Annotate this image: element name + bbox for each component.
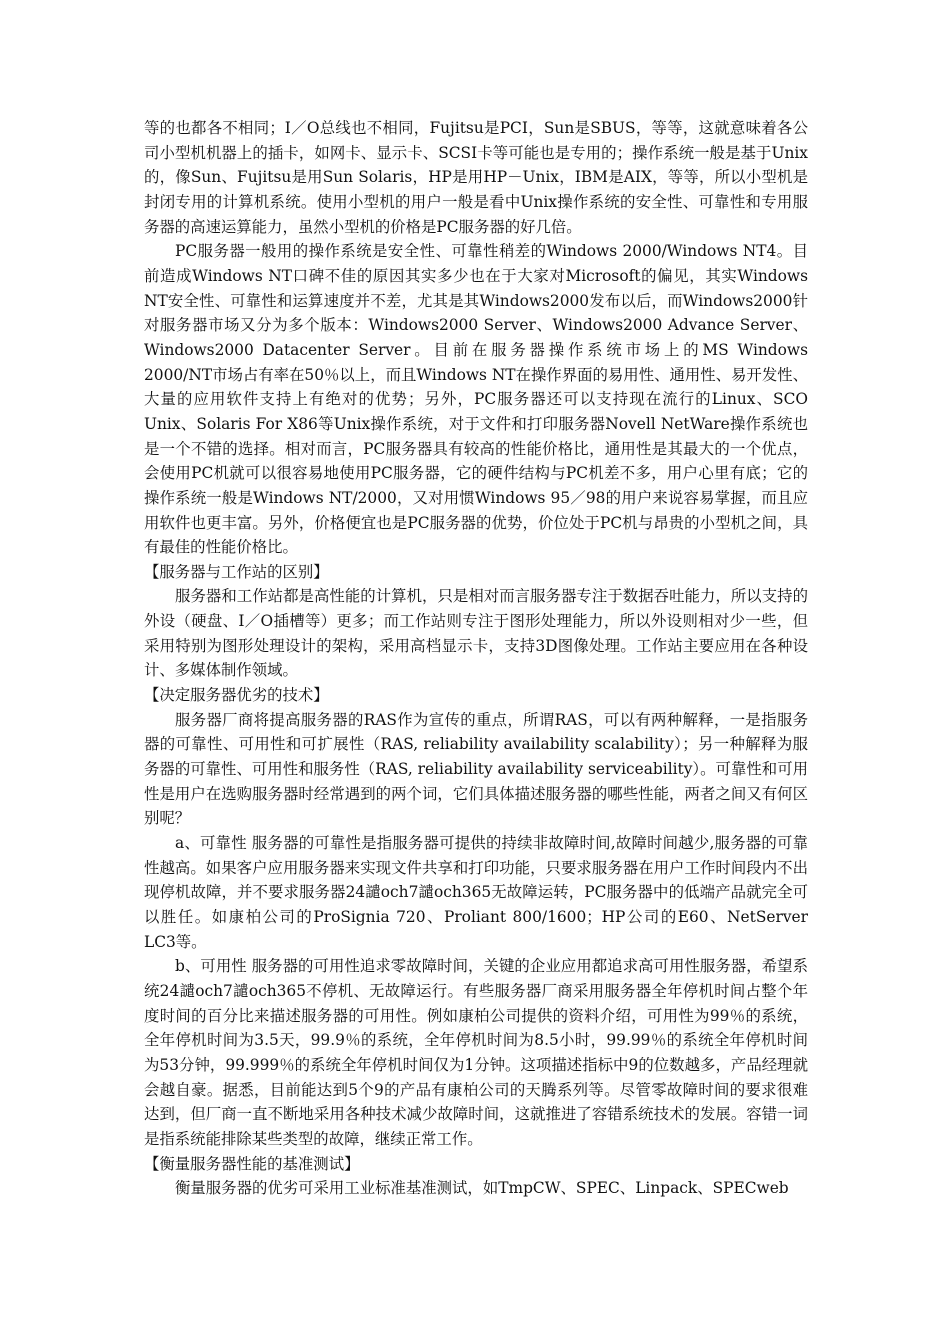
paragraph-availability: b、可用性 服务器的可用性追求零故障时间，关键的企业应用都追求高可用性服务器，希望系统24譴och7譴och365不停机、无故障运行。有些服务器厂商采用服务器全年停机时间占整个年度时间的百分比来描述服务器的可用性。例如康柏公司提供的资料介绍，可用性为99％的系统，全年停机时间为3.5天，99.9％的系统，全年停机时间为8.5小时，99.99％的系统全年停机时间为53分钟，99.999％的系统全年停机时间仅为1分钟。这项描述指标中9的位数越多，产品经理就会越自豪。据悉，目前能达到5个9的产品有康柏公司的天腾系列等。尽管零故障时间的要求很难达到，但厂商一直不断地采用各种技术减少故障时间，这就推进了容错系统技术的发展。容错一词是指系统能排除某些类型的故障，继续正常工作。 — [144, 957, 808, 1148]
document-page — [144, 116, 808, 1201]
section-heading-benchmark: 【衡量服务器性能的基准测试】 — [144, 1154, 360, 1173]
paragraph-server-vs-workstation: 服务器和工作站都是高性能的计算机，只是相对而言服务器专注于数据吞吐能力，所以支持的外设（硬盘、I／O插槽等）更多；而工作站则专注于图形处理能力，所以外设则相对少一些，但采用特别为图形处理设计的架构，采用高档显示卡，支持3D图像处理。工作站主要应用在各种设计、多媒体制作领域。 — [144, 587, 808, 680]
section-heading-server-quality-tech: 【决定服务器优劣的技术】 — [144, 686, 329, 705]
paragraph-pc-server-os: PC服务器一般用的操作系统是安全性、可靠性稍差的Windows 2000/Windows NT4。目前造成Windows NT口碑不佳的原因其实多少也在于大家对Microsoft的偏见，其实Windows NT安全性、可靠性和运算速度并不差，尤其是其Windows2000发布以后，而Windows2000针对服务器市场又分为多个版本：Windows2000 Server、Windows2000 Advance Server、Windows2000 Datacenter Server。目前在服务器操作系统市场上的MS Windows 2000/NT市场占有率在50％以上，而且Windows NT在操作界面的易用性、通用性、易开发性、大量的应用软件支持上有绝对的优势；另外，PC服务器还可以支持现在流行的Linux、SCO Unix、Solaris For X86等Unix操作系统，对于文件和打印服务器Novell NetWare操作系统也是一个不错的选择。相对而言，PC服务器具有较高的性能价格比，通用性是其最大的一个优点，会使用PC机就可以很容易地使用PC服务器，它的硬件结构与PC机差不多，用户心里有底；它的操作系统一般是Windows NT/2000，又对用惯Windows 95／98的用户来说容易掌握，而且应用软件也更丰富。另外，价格便宜也是PC服务器的优势，价位处于PC机与昂贵的小型机之间，具有最佳的性能价格比。 — [144, 242, 808, 557]
paragraph-ras-definition: 服务器厂商将提高服务器的RAS作为宣传的重点，所谓RAS，可以有两种解释，一是指服务器的可靠性、可用性和可扩展性（RAS, reliability availability scalability）；另一种解释为服务器的可靠性、可用性和服务性（RAS, reliability availability serviceability）。可靠性和可用性是用户在选购服务器时经常遇到的两个词，它们具体描述服务器的哪些性能，两者之间又有何区别呢？ — [144, 710, 808, 828]
paragraph-minicomputer-intro: 等的也都各不相同；I／O总线也不相同，Fujitsu是PCI，Sun是SBUS，等等，这就意味着各公司小型机机器上的插卡，如网卡、显示卡、SCSI卡等可能也是专用的；操作系统一般是基于Unix的，像Sun、Fujitsu是用Sun Solaris，HP是用HP－Unix，IBM是AIX，等等，所以小型机是封闭专用的计算机系统。使用小型机的用户一般是看中Unix操作系统的安全性、可靠性和专用服务器的高速运算能力，虽然小型机的价格是PC服务器的好几倍。 — [144, 119, 808, 236]
paragraph-reliability: a、可靠性 服务器的可靠性是指服务器可提供的持续非故障时间,故障时间越少,服务器的可靠性越高。如果客户应用服务器来实现文件共享和打印功能，只要求服务器在用户工作时间段内不出现停机故障，并不要求服务器24譴och7譴och365无故障运转，PC服务器中的低端产品就完全可以胜任。如康柏公司的ProSignia 720、Proliant 800/1600；HP公司的E60、NetServer LC3等。 — [144, 834, 808, 951]
paragraph-benchmark: 衡量服务器的优劣可采用工业标准基准测试，如TmpCW、SPEC、Linpack、SPECweb — [175, 1179, 789, 1198]
section-heading-server-vs-workstation: 【服务器与工作站的区别】 — [144, 562, 329, 581]
